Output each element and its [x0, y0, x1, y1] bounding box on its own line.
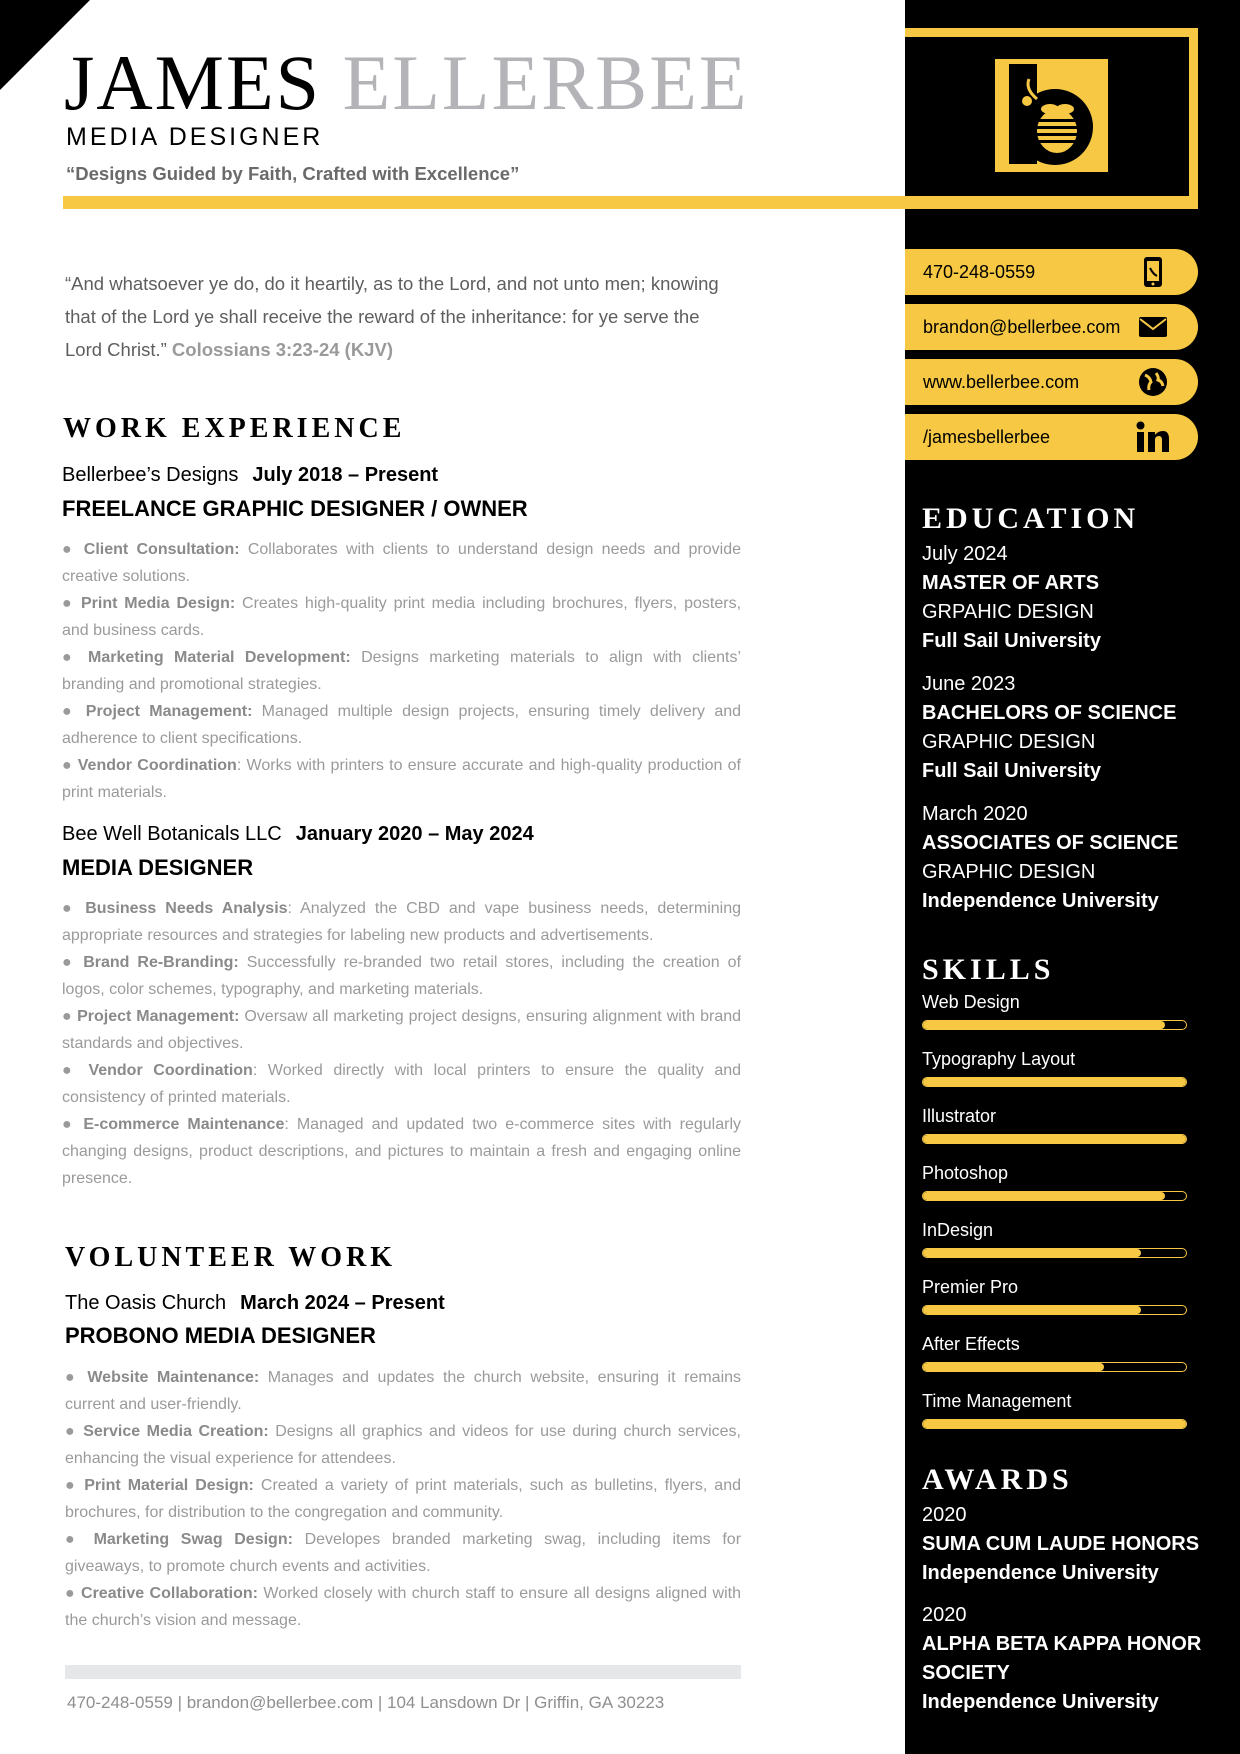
skill-bar — [922, 1362, 1187, 1372]
bullet-item — [62, 698, 741, 752]
skill-name: Illustrator — [922, 1106, 997, 1126]
volunteer-bullets — [65, 1364, 741, 1634]
full-name — [64, 39, 749, 126]
job-dates: July 2018 – Present — [252, 464, 439, 486]
bullet-item — [62, 1003, 741, 1057]
envelope-icon — [1136, 310, 1170, 344]
bullet-label: Brand Re-Branding: — [83, 954, 239, 971]
bullet-item — [65, 1364, 741, 1418]
bullet-label: Vendor Coordination — [88, 1062, 253, 1079]
skill-bar — [922, 1305, 1187, 1315]
skill-name: Typography Layout — [922, 1049, 1076, 1069]
bullet-label: Vendor Coordination — [77, 757, 237, 774]
job-1-bullets — [62, 536, 741, 806]
skills-heading: SKILLS — [922, 953, 1055, 986]
job-title: MEDIA DESIGNER — [62, 855, 254, 880]
bullet-dot: ● — [65, 1423, 84, 1440]
linkedin-icon — [1136, 420, 1170, 454]
bullet-text: Designs all graphics and videos for use during church services, enhancing the visual experience for attendees. — [65, 1423, 742, 1467]
skill-bar-fill — [923, 1021, 1165, 1029]
bullet-dot: ● — [62, 757, 78, 774]
bullet-item — [62, 752, 741, 806]
contact-email[interactable] — [905, 304, 1198, 350]
bullet-dot: ● — [65, 1531, 94, 1548]
education-entry-1 — [922, 540, 1101, 656]
footer-divider — [65, 1665, 741, 1679]
email-text: brandon@bellerbee.com — [923, 316, 1121, 337]
bullet-item — [62, 1057, 741, 1111]
job-title: FREELANCE GRAPHIC DESIGNER / OWNER — [62, 496, 528, 521]
bullet-dot: ● — [65, 1369, 88, 1386]
skill-bar-fill — [923, 1420, 1186, 1428]
education-date: March 2020 — [922, 803, 1028, 825]
skill-bar — [922, 1020, 1187, 1030]
bullet-text: : Managed and updated two e-commerce sites with regularly changing designs, product descriptions, and pictures to maintain a fresh and engaging online presence. — [62, 1116, 741, 1187]
skill-name: After Effects — [922, 1334, 1020, 1354]
volunteer-title: PROBONO MEDIA DESIGNER — [65, 1323, 376, 1348]
skill-name: InDesign — [922, 1220, 994, 1240]
bullet-text: Managed multiple design projects, ensuring timely delivery and adherence to client specifications. — [62, 703, 742, 747]
volunteer-header — [65, 1292, 445, 1315]
bullet-item — [62, 949, 741, 1003]
skill-bar — [922, 1191, 1187, 1201]
skill-bar-fill — [923, 1363, 1104, 1371]
bullet-text: Collaborates with clients to understand design needs and provide creative solutions. — [62, 541, 741, 585]
award-year: 2020 — [922, 1504, 967, 1526]
skill-item — [922, 1048, 1187, 1087]
bullet-label: Creative Collaboration: — [81, 1585, 258, 1602]
contact-phone[interactable] — [905, 249, 1198, 295]
bullet-text: Creates high-quality print media including brochures, flyers, posters, and business cards. — [62, 595, 742, 639]
bullet-text: Worked closely with church staff to ensure all designs aligned with the church’s vision and message. — [65, 1585, 741, 1629]
bullet-label: E-commerce Maintenance — [83, 1116, 285, 1133]
skill-item — [922, 1390, 1187, 1429]
education-school: Full Sail University — [922, 760, 1101, 782]
skill-item — [922, 1162, 1187, 1201]
education-field: GRAPHIC DESIGN — [922, 861, 1096, 883]
bullet-label: Project Management: — [77, 1008, 240, 1025]
job-2-header — [62, 823, 534, 846]
education-degree: MASTER OF ARTS — [922, 572, 1100, 594]
last-name: ELLERBEE — [342, 39, 749, 126]
job-company: Bellerbee’s Designs — [62, 464, 239, 486]
skill-name: Time Management — [922, 1391, 1072, 1411]
education-degree: BACHELORS OF SCIENCE — [922, 702, 1177, 724]
bullet-dot: ● — [62, 541, 84, 558]
skill-bar — [922, 1419, 1187, 1429]
volunteer-dates: March 2024 – Present — [240, 1292, 445, 1314]
job-role: MEDIA DESIGNER — [66, 123, 324, 151]
bullet-item — [62, 536, 741, 590]
education-date: June 2023 — [922, 673, 1016, 695]
contact-website[interactable] — [905, 359, 1198, 405]
job-2-bullets — [62, 895, 741, 1192]
linkedin-text: /jamesbellerbee — [923, 426, 1051, 447]
skill-bar-fill — [923, 1306, 1141, 1314]
award-entry-2 — [922, 1601, 1222, 1717]
bullet-item — [62, 590, 741, 644]
bullet-dot: ● — [62, 703, 86, 720]
bullet-dot: ● — [62, 954, 84, 971]
skill-name: Photoshop — [922, 1163, 1009, 1183]
skill-bar — [922, 1077, 1187, 1087]
bullet-dot: ● — [62, 649, 89, 666]
bullet-text: : Worked directly with local printers to ensure the quality and consistency of printed materials. — [62, 1062, 742, 1106]
bullet-text: : Works with printers to ensure accurate and high-quality production of print materials. — [62, 757, 742, 801]
bullet-item — [62, 895, 741, 949]
bullet-item — [62, 1111, 741, 1192]
skill-item — [922, 1276, 1187, 1315]
phone-icon — [1136, 255, 1170, 289]
bullet-item — [62, 644, 741, 698]
skill-item — [922, 1333, 1187, 1372]
award-title: ALPHA BETA KAPPA HONOR SOCIETY — [922, 1633, 1202, 1684]
globe-icon — [1136, 365, 1170, 399]
bullet-label: Client Consultation: — [83, 541, 240, 558]
job-1-header — [62, 464, 438, 487]
bullet-dot: ● — [65, 1585, 82, 1602]
skill-bar-fill — [923, 1192, 1165, 1200]
bullet-dot: ● — [65, 1477, 85, 1494]
bullet-label: Print Material Design: — [84, 1477, 254, 1494]
skill-bar-fill — [923, 1135, 1186, 1143]
bullet-label: Service Media Creation: — [83, 1423, 269, 1440]
bullet-label: Print Media Design: — [80, 595, 236, 612]
education-field: GRPAHIC DESIGN — [922, 601, 1094, 623]
education-entry-2 — [922, 670, 1176, 786]
scripture-text: “And whatsoever ye do, do it heartily, as to the Lord, and not unto men; knowing that of the Lord ye shall receive the reward of the inheritance: for ye serve the Lord Christ.” — [65, 273, 719, 360]
bullet-dot: ● — [62, 1116, 84, 1133]
volunteer-heading: VOLUNTEER WORK — [65, 1242, 397, 1273]
skill-item — [922, 1105, 1187, 1144]
bullet-text: Successfully re-branded two retail stores, including the creation of logos, color schemes, typography, and marketing materials. — [62, 954, 742, 998]
education-degree: ASSOCIATES OF SCIENCE — [922, 832, 1179, 854]
skill-item — [922, 991, 1187, 1030]
education-entry-3 — [922, 800, 1178, 916]
bullet-label: Project Management: — [85, 703, 253, 720]
bullet-label: Marketing Material Development: — [88, 649, 351, 666]
award-organization: Independence University — [922, 1562, 1159, 1584]
skill-name: Premier Pro — [922, 1277, 1019, 1297]
skill-bar — [922, 1134, 1187, 1144]
skill-bar-fill — [923, 1249, 1141, 1257]
bullet-text: Designs marketing materials to align with clients’ branding and promotional strategies. — [62, 649, 741, 693]
bullet-text: : Analyzed the CBD and vape business needs, determining appropriate resources and strategies for labeling new products and advertisements. — [62, 900, 741, 944]
bullet-dot: ● — [62, 900, 86, 917]
education-date: July 2024 — [922, 543, 1008, 565]
bullet-label: Business Needs Analysis — [85, 900, 288, 917]
bullet-item — [65, 1526, 741, 1580]
bullet-text: Manages and updates the church website, ensuring it remains current and user-friendly. — [65, 1369, 742, 1413]
bullet-item — [65, 1580, 741, 1634]
scripture-quote — [65, 267, 741, 366]
bullet-dot: ● — [62, 1062, 89, 1079]
first-name: JAMES — [64, 39, 322, 126]
education-school: Full Sail University — [922, 630, 1101, 652]
bullet-text: Oversaw all marketing project designs, ensuring alignment with brand standards and objectives. — [62, 1008, 742, 1052]
bullet-item — [65, 1418, 741, 1472]
award-entry-1 — [922, 1501, 1222, 1588]
work-experience-heading: WORK EXPERIENCE — [63, 413, 406, 444]
bullet-text: Developes branded marketing swag, including items for giveaways, to promote church events and activities. — [65, 1531, 742, 1575]
bullet-dot: ● — [62, 595, 81, 612]
contact-linkedin[interactable] — [905, 414, 1198, 460]
award-year: 2020 — [922, 1604, 967, 1626]
phone-text: 470-248-0559 — [923, 261, 1036, 282]
volunteer-organization: The Oasis Church — [65, 1292, 227, 1314]
education-school: Independence University — [922, 890, 1159, 912]
awards-heading: AWARDS — [922, 1463, 1073, 1496]
bullet-text: Created a variety of print materials, such as bulletins, flyers, and brochures, for distribution to the congregation and community. — [65, 1477, 742, 1521]
website-text: www.bellerbee.com — [923, 371, 1080, 392]
skill-item — [922, 1219, 1187, 1258]
bullet-dot: ● — [62, 1008, 78, 1025]
skill-name: Web Design — [922, 992, 1020, 1012]
skill-bar-fill — [923, 1078, 1186, 1086]
education-field: GRAPHIC DESIGN — [922, 731, 1096, 753]
award-organization: Independence University — [922, 1691, 1159, 1713]
tagline: “Designs Guided by Faith, Crafted with Excellence” — [66, 163, 520, 184]
job-dates: January 2020 – May 2024 — [295, 823, 534, 845]
bullet-label: Website Maintenance: — [87, 1369, 260, 1386]
bee-logo-icon — [995, 59, 1108, 172]
bullet-label: Marketing Swag Design: — [93, 1531, 293, 1548]
skill-bar — [922, 1248, 1187, 1258]
bee-logo — [995, 59, 1108, 172]
footer-contact: 470-248-0559 | brandon@bellerbee.com | 104 Lansdown Dr | Griffin, GA 30223 — [67, 1693, 665, 1712]
job-company: Bee Well Botanicals LLC — [62, 823, 282, 845]
award-title: SUMA CUM LAUDE HONORS — [922, 1533, 1200, 1555]
bullet-item — [65, 1472, 741, 1526]
scripture-reference: Colossians 3:23-24 (KJV) — [171, 339, 393, 360]
education-heading: EDUCATION — [922, 502, 1140, 535]
